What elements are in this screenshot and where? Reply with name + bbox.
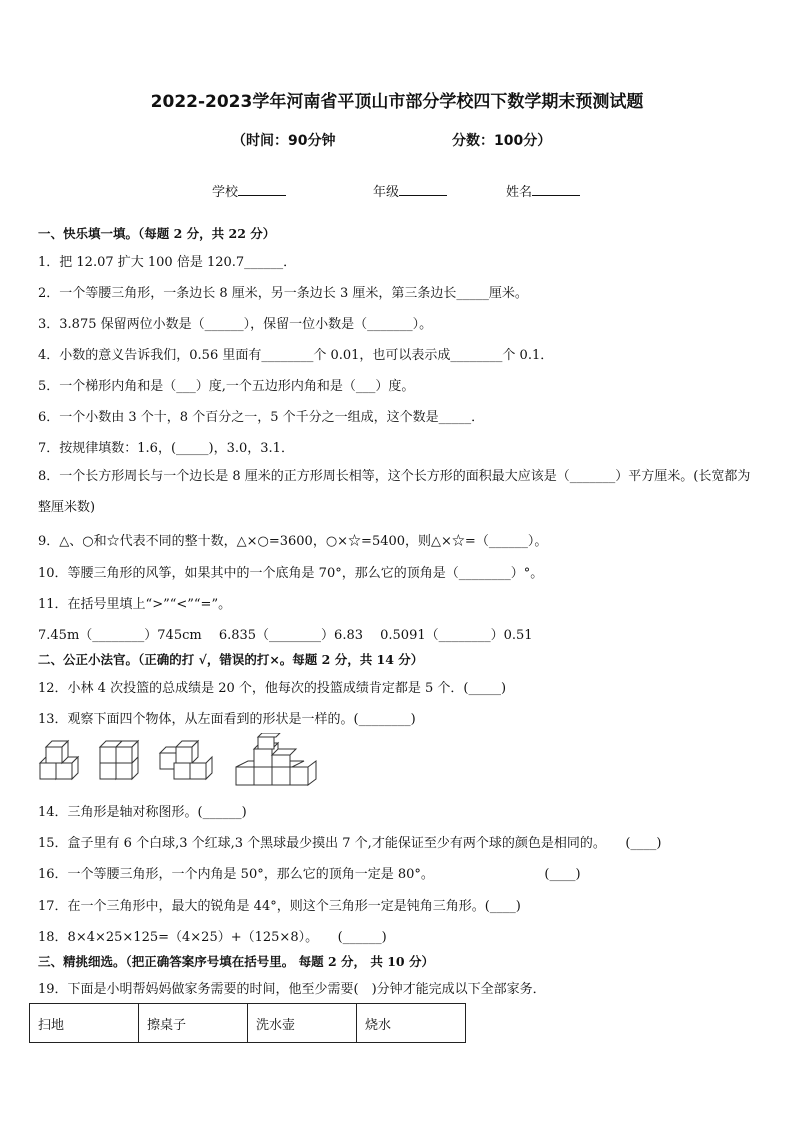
- question-5: 5．一个梯形内角和是（___）度,一个五边形内角和是（___）度。: [38, 379, 415, 394]
- cube-object-2: [100, 741, 138, 779]
- question-8: 8．一个长方形周长与一个边长是 8 厘米的正方形周长相等，这个长方形的面积最大应该是（_______）平方厘米。(长宽都为整厘米数): [38, 469, 751, 515]
- question-10: 10．等腰三角形的风筝，如果其中的一个底角是 70°，那么它的顶角是（________）°。: [38, 566, 544, 581]
- cube-object-1: [40, 741, 78, 779]
- question-18: 18．8×4×25×125=（4×25）+（125×8）。 (______): [38, 930, 387, 945]
- grade-label: 年级: [373, 185, 400, 200]
- grade-field: [373, 181, 447, 200]
- chore-cell: 烧水: [357, 1004, 466, 1043]
- chore-table: [29, 1003, 466, 1043]
- question-6: 6．一个小数由 3 个十，8 个百分之一，5 个千分之一组成，这个数是_____．: [38, 410, 485, 425]
- section-heading-2: 二、公正小法官。（正确的打 √，错误的打×。每题 2 分，共 14 分）: [38, 652, 424, 667]
- chore-cell: 擦桌子: [139, 1004, 248, 1043]
- question-14: 14．三角形是轴对称图形。(______): [38, 805, 247, 820]
- name-blank[interactable]: [532, 183, 580, 196]
- school-field: [212, 181, 286, 200]
- question-11: 11．在括号里填上“>”“<”“=”。: [38, 597, 232, 612]
- page-title: 2022-2023学年河南省平顶山市部分学校四下数学期末预测试题: [150, 92, 644, 112]
- question-11-comparisons: 7.45m（________）745cm 6.835（________）6.83 0.5091（________）0.51: [38, 628, 533, 643]
- school-label: 学校: [212, 185, 239, 200]
- chore-cell: 洗水壶: [248, 1004, 357, 1043]
- table-row: [30, 1004, 466, 1043]
- question-3: 3．3.875 保留两位小数是（______），保留一位小数是（_______）。: [38, 317, 433, 332]
- school-blank[interactable]: [238, 183, 286, 196]
- exam-time: （时间：90分钟: [232, 133, 336, 149]
- name-field: [506, 181, 580, 200]
- name-label: 姓名: [506, 185, 533, 200]
- section-heading-1: 一、快乐填一填。（每题 2 分，共 22 分）: [38, 226, 276, 241]
- grade-blank[interactable]: [399, 183, 447, 196]
- question-16: 16．一个等腰三角形，一个内角是 50°，那么它的顶角一定是 80°。 (____): [38, 867, 581, 882]
- exam-score: 分数：100分）: [452, 133, 552, 149]
- section-heading-3: 三、精挑细选。（把正确答案序号填在括号里。 每题 2 分， 共 10 分）: [38, 954, 434, 969]
- question-1: 1．把 12.07 扩大 100 倍是 120.7______．: [38, 255, 297, 270]
- cube-object-3: [160, 741, 212, 779]
- question-17: 17．在一个三角形中，最大的锐角是 44°，则这个三角形一定是钝角三角形。(____): [38, 899, 521, 914]
- question-9: 9．△、○和☆代表不同的整十数，△×○=3600，○×☆=5400，则△×☆=（______）。: [38, 534, 548, 549]
- question-2: 2．一个等腰三角形，一条边长 8 厘米，另一条边长 3 厘米，第三条边长_____厘米。: [38, 286, 528, 301]
- cube-object-4: [236, 733, 316, 785]
- question-19: 19．下面是小明帮妈妈做家务需要的时间，他至少需要( )分钟才能完成以下全部家务．: [38, 982, 546, 997]
- question-7: 7．按规律填数：1.6，(_____)，3.0，3.1．: [38, 441, 294, 456]
- question-12: 12．小林 4 次投篮的总成绩是 20 个，他每次的投篮成绩肯定都是 5 个．(_____): [38, 681, 507, 696]
- question-13: 13．观察下面四个物体，从左面看到的形状是一样的。(________): [38, 712, 416, 727]
- question-15: 15．盒子里有 6 个白球,3 个红球,3 个黑球最少摸出 7 个,才能保证至少有两个球的颜色是相同的。 (____): [38, 836, 662, 851]
- question-4: 4．小数的意义告诉我们，0.56 里面有________个 0.01，也可以表示成________个 0.1．: [38, 348, 554, 363]
- chore-cell: 扫地: [30, 1004, 139, 1043]
- cube-figures: [36, 733, 336, 791]
